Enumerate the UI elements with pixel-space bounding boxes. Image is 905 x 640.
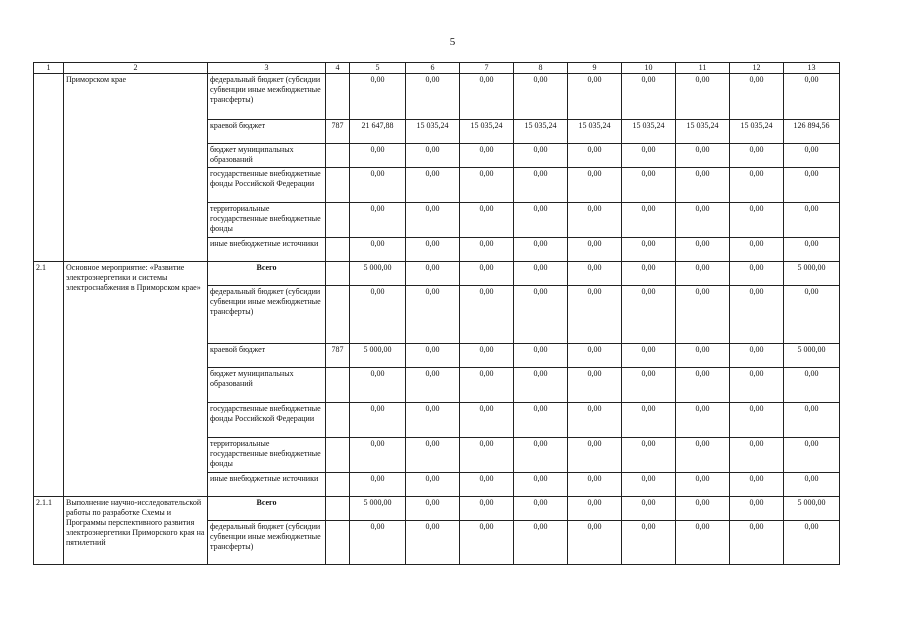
column-number-row — [34, 63, 840, 74]
amount-cell: 0,00 — [730, 344, 784, 368]
budget-code — [326, 438, 350, 473]
amount-cell: 0,00 — [406, 74, 460, 120]
funding-source: государственные внебюджетные фонды Российской Федерации — [208, 403, 326, 438]
amount-cell: 0,00 — [730, 497, 784, 521]
amount-cell: 0,00 — [406, 286, 460, 344]
amount-cell: 0,00 — [622, 144, 676, 168]
amount-cell: 15 035,24 — [406, 120, 460, 144]
funding-source: территориальные государственные внебюджетные фонды — [208, 203, 326, 238]
page-number: 5 — [449, 36, 456, 48]
amount-cell: 0,00 — [406, 262, 460, 286]
amount-cell: 0,00 — [784, 438, 840, 473]
amount-cell: 0,00 — [730, 262, 784, 286]
amount-cell: 0,00 — [460, 438, 514, 473]
amount-cell: 0,00 — [406, 438, 460, 473]
budget-code — [326, 368, 350, 403]
amount-cell: 5 000,00 — [350, 344, 406, 368]
table-row — [34, 262, 840, 286]
amount-cell: 0,00 — [568, 203, 622, 238]
column-number: 2 — [64, 63, 208, 74]
amount-cell: 0,00 — [676, 238, 730, 262]
amount-cell: 0,00 — [730, 438, 784, 473]
table-row — [34, 497, 840, 521]
funding-source: бюджет муниципальных образований — [208, 144, 326, 168]
amount-cell: 0,00 — [676, 168, 730, 203]
amount-cell: 0,00 — [514, 497, 568, 521]
amount-cell: 0,00 — [406, 144, 460, 168]
amount-cell: 15 035,24 — [514, 120, 568, 144]
amount-cell: 0,00 — [350, 403, 406, 438]
amount-cell: 0,00 — [784, 144, 840, 168]
amount-cell: 0,00 — [406, 473, 460, 497]
amount-cell: 21 647,88 — [350, 120, 406, 144]
table-body — [34, 63, 840, 565]
amount-cell: 0,00 — [730, 238, 784, 262]
amount-cell: 0,00 — [514, 238, 568, 262]
amount-cell: 0,00 — [568, 262, 622, 286]
amount-cell: 0,00 — [568, 473, 622, 497]
amount-cell: 0,00 — [568, 368, 622, 403]
funding-source: краевой бюджет — [208, 344, 326, 368]
funding-source: Всего — [208, 262, 326, 286]
amount-cell: 0,00 — [730, 203, 784, 238]
budget-code — [326, 238, 350, 262]
amount-cell: 5 000,00 — [784, 344, 840, 368]
amount-cell: 0,00 — [460, 403, 514, 438]
amount-cell: 5 000,00 — [350, 497, 406, 521]
amount-cell: 0,00 — [460, 238, 514, 262]
amount-cell: 0,00 — [514, 403, 568, 438]
amount-cell: 0,00 — [514, 286, 568, 344]
amount-cell: 0,00 — [622, 368, 676, 403]
amount-cell: 0,00 — [460, 286, 514, 344]
funding-source: федеральный бюджет (субсидии субвенции иные межбюджетные трансферты) — [208, 521, 326, 565]
funding-source: государственные внебюджетные фонды Российской Федерации — [208, 168, 326, 203]
budget-code — [326, 74, 350, 120]
amount-cell: 0,00 — [730, 473, 784, 497]
amount-cell: 0,00 — [514, 473, 568, 497]
amount-cell: 0,00 — [406, 497, 460, 521]
funding-source: иные внебюджетные источники — [208, 238, 326, 262]
column-number: 3 — [208, 63, 326, 74]
amount-cell: 0,00 — [406, 168, 460, 203]
amount-cell: 15 035,24 — [622, 120, 676, 144]
amount-cell: 0,00 — [784, 403, 840, 438]
funding-source: Всего — [208, 497, 326, 521]
amount-cell: 0,00 — [784, 286, 840, 344]
amount-cell: 0,00 — [406, 368, 460, 403]
amount-cell: 0,00 — [406, 203, 460, 238]
amount-cell: 0,00 — [460, 144, 514, 168]
amount-cell: 0,00 — [460, 203, 514, 238]
section-number: 2.1 — [34, 262, 64, 497]
amount-cell: 0,00 — [406, 521, 460, 565]
amount-cell: 0,00 — [350, 74, 406, 120]
amount-cell: 0,00 — [676, 203, 730, 238]
amount-cell: 0,00 — [622, 521, 676, 565]
amount-cell: 0,00 — [514, 344, 568, 368]
amount-cell: 0,00 — [460, 473, 514, 497]
section-title: Приморском крае — [64, 74, 208, 262]
amount-cell: 0,00 — [730, 521, 784, 565]
amount-cell: 0,00 — [676, 344, 730, 368]
amount-cell: 0,00 — [460, 368, 514, 403]
column-number: 6 — [406, 63, 460, 74]
amount-cell: 0,00 — [568, 286, 622, 344]
amount-cell: 0,00 — [460, 262, 514, 286]
amount-cell: 0,00 — [350, 168, 406, 203]
amount-cell: 0,00 — [568, 438, 622, 473]
amount-cell: 15 035,24 — [730, 120, 784, 144]
budget-code — [326, 168, 350, 203]
amount-cell: 126 894,56 — [784, 120, 840, 144]
amount-cell: 5 000,00 — [784, 262, 840, 286]
section-number: 2.1.1 — [34, 497, 64, 565]
amount-cell: 0,00 — [730, 368, 784, 403]
amount-cell: 0,00 — [568, 344, 622, 368]
amount-cell: 0,00 — [350, 144, 406, 168]
amount-cell: 0,00 — [568, 238, 622, 262]
budget-code — [326, 203, 350, 238]
amount-cell: 0,00 — [568, 144, 622, 168]
amount-cell: 0,00 — [514, 144, 568, 168]
amount-cell: 0,00 — [514, 438, 568, 473]
amount-cell: 0,00 — [676, 262, 730, 286]
budget-code — [326, 403, 350, 438]
amount-cell: 0,00 — [568, 497, 622, 521]
amount-cell: 0,00 — [350, 238, 406, 262]
amount-cell: 0,00 — [514, 368, 568, 403]
amount-cell: 0,00 — [622, 238, 676, 262]
amount-cell: 0,00 — [784, 521, 840, 565]
amount-cell: 0,00 — [622, 438, 676, 473]
amount-cell: 0,00 — [730, 168, 784, 203]
amount-cell: 0,00 — [676, 497, 730, 521]
funding-source: бюджет муниципальных образований — [208, 368, 326, 403]
amount-cell: 0,00 — [622, 473, 676, 497]
amount-cell: 0,00 — [514, 262, 568, 286]
column-number: 10 — [622, 63, 676, 74]
amount-cell: 0,00 — [784, 238, 840, 262]
amount-cell: 0,00 — [676, 286, 730, 344]
budget-code — [326, 144, 350, 168]
column-number: 7 — [460, 63, 514, 74]
amount-cell: 0,00 — [514, 521, 568, 565]
budget-code — [326, 473, 350, 497]
amount-cell: 0,00 — [350, 521, 406, 565]
amount-cell: 0,00 — [568, 74, 622, 120]
amount-cell: 0,00 — [350, 286, 406, 344]
section-number — [34, 74, 64, 262]
amount-cell: 0,00 — [460, 344, 514, 368]
amount-cell: 0,00 — [460, 521, 514, 565]
budget-code — [326, 286, 350, 344]
amount-cell: 0,00 — [676, 438, 730, 473]
amount-cell: 0,00 — [622, 403, 676, 438]
amount-cell: 0,00 — [730, 144, 784, 168]
amount-cell: 0,00 — [622, 203, 676, 238]
funding-source: территориальные государственные внебюджетные фонды — [208, 438, 326, 473]
amount-cell: 0,00 — [350, 203, 406, 238]
amount-cell: 0,00 — [622, 168, 676, 203]
amount-cell: 0,00 — [460, 497, 514, 521]
amount-cell: 0,00 — [622, 286, 676, 344]
amount-cell: 0,00 — [568, 168, 622, 203]
budget-code — [326, 521, 350, 565]
amount-cell: 0,00 — [350, 368, 406, 403]
amount-cell: 0,00 — [730, 74, 784, 120]
column-number: 11 — [676, 63, 730, 74]
amount-cell: 0,00 — [514, 203, 568, 238]
amount-cell: 0,00 — [622, 497, 676, 521]
column-number: 12 — [730, 63, 784, 74]
amount-cell: 0,00 — [350, 473, 406, 497]
amount-cell: 0,00 — [784, 203, 840, 238]
amount-cell: 0,00 — [460, 168, 514, 203]
funding-source: федеральный бюджет (субсидии субвенции иные межбюджетные трансферты) — [208, 286, 326, 344]
amount-cell: 0,00 — [350, 438, 406, 473]
column-number: 4 — [326, 63, 350, 74]
amount-cell: 0,00 — [406, 238, 460, 262]
budget-code — [326, 262, 350, 286]
column-number: 1 — [34, 63, 64, 74]
funding-source: иные внебюджетные источники — [208, 473, 326, 497]
amount-cell: 0,00 — [568, 403, 622, 438]
amount-cell: 0,00 — [730, 403, 784, 438]
amount-cell: 5 000,00 — [784, 497, 840, 521]
amount-cell: 0,00 — [622, 262, 676, 286]
amount-cell: 15 035,24 — [568, 120, 622, 144]
amount-cell: 0,00 — [568, 521, 622, 565]
amount-cell: 0,00 — [730, 286, 784, 344]
amount-cell: 0,00 — [676, 74, 730, 120]
amount-cell: 0,00 — [676, 473, 730, 497]
amount-cell: 0,00 — [676, 521, 730, 565]
budget-table — [33, 62, 840, 565]
column-number: 8 — [514, 63, 568, 74]
amount-cell: 0,00 — [406, 403, 460, 438]
amount-cell: 0,00 — [460, 74, 514, 120]
amount-cell: 0,00 — [784, 473, 840, 497]
section-title: Основное мероприятие: «Развитие электроэнергетики и системы электроснабжения в Приморском крае» — [64, 262, 208, 497]
amount-cell: 0,00 — [514, 74, 568, 120]
amount-cell: 0,00 — [784, 74, 840, 120]
column-number: 13 — [784, 63, 840, 74]
amount-cell: 0,00 — [622, 344, 676, 368]
amount-cell: 0,00 — [784, 368, 840, 403]
amount-cell: 0,00 — [784, 168, 840, 203]
funding-source: федеральный бюджет (субсидии субвенции иные межбюджетные трансферты) — [208, 74, 326, 120]
funding-source: краевой бюджет — [208, 120, 326, 144]
column-number: 9 — [568, 63, 622, 74]
amount-cell: 15 035,24 — [676, 120, 730, 144]
table-row — [34, 74, 840, 120]
amount-cell: 0,00 — [676, 403, 730, 438]
amount-cell: 0,00 — [676, 144, 730, 168]
section-title: Выполнение научно-исследовательской работы по разработке Схемы и Программы перспективного развития электроэнергетики Приморского края на пятилетний — [64, 497, 208, 565]
budget-code — [326, 497, 350, 521]
column-number: 5 — [350, 63, 406, 74]
amount-cell: 0,00 — [514, 168, 568, 203]
budget-code: 787 — [326, 344, 350, 368]
budget-code: 787 — [326, 120, 350, 144]
amount-cell: 0,00 — [406, 344, 460, 368]
amount-cell: 0,00 — [622, 74, 676, 120]
amount-cell: 15 035,24 — [460, 120, 514, 144]
amount-cell: 0,00 — [676, 368, 730, 403]
amount-cell: 5 000,00 — [350, 262, 406, 286]
